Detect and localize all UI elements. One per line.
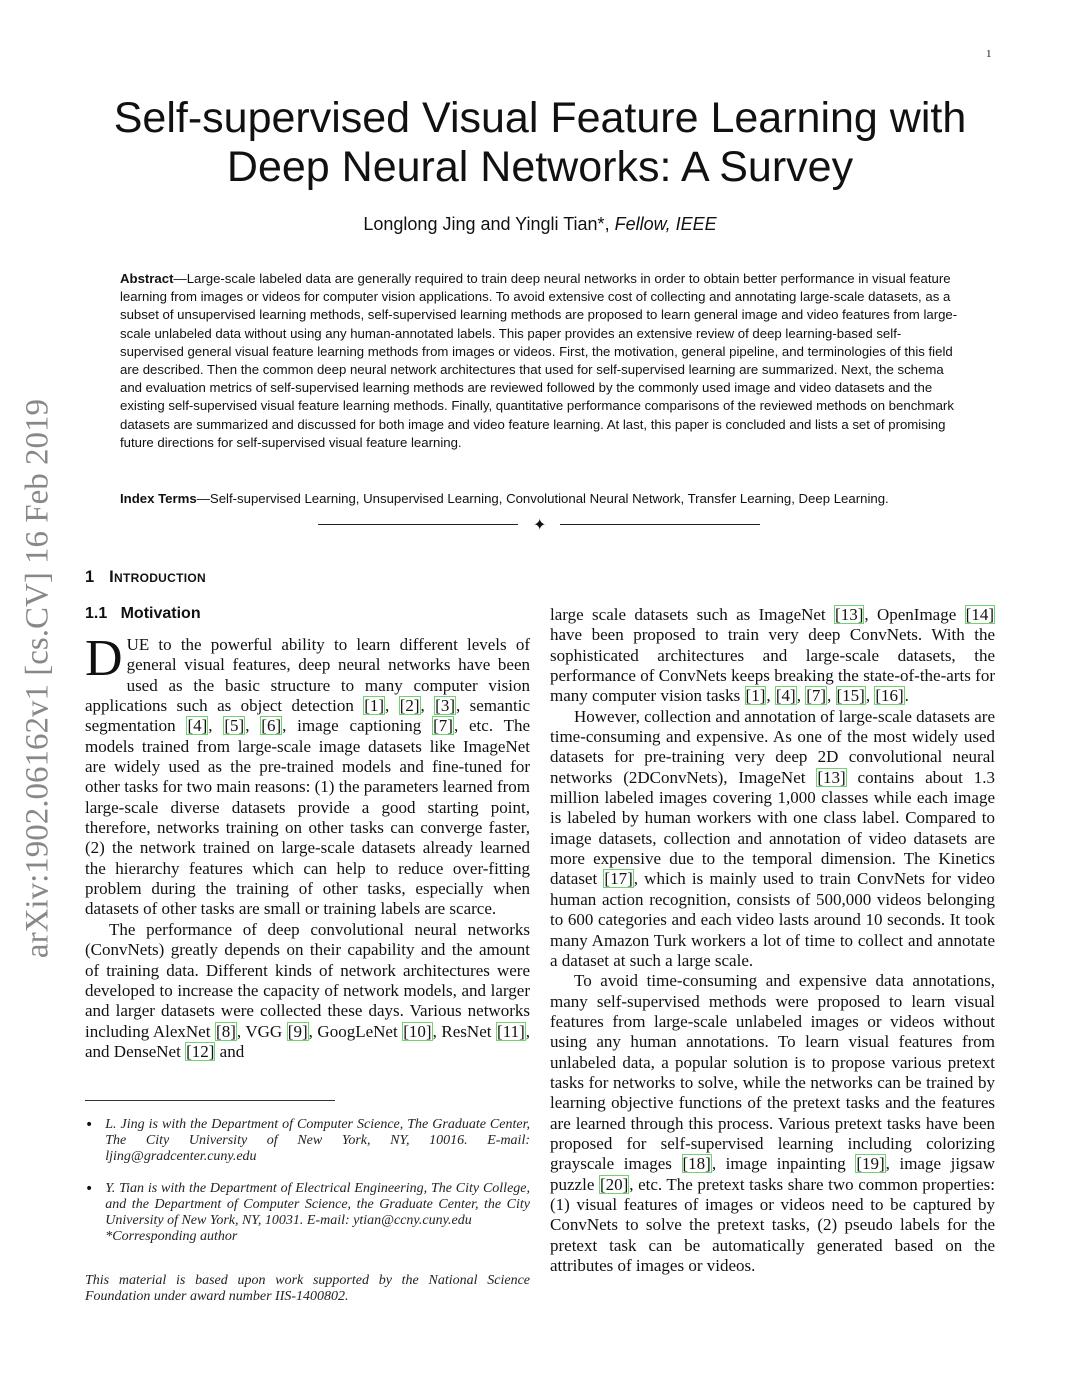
citation-link[interactable]: [11] bbox=[497, 1021, 525, 1041]
citation-link[interactable]: [1] bbox=[364, 696, 385, 716]
citation-link[interactable]: [13] bbox=[835, 605, 864, 624]
paragraph bbox=[85, 630, 531, 920]
paper-title: Self-supervised Visual Feature Learning with Deep Neural Networks: A Survey bbox=[113, 94, 967, 191]
citation-link[interactable]: [16] bbox=[875, 686, 904, 706]
paragraph bbox=[550, 605, 995, 707]
author-names: Longlong Jing and Yingli Tian*, bbox=[363, 214, 615, 234]
diamond-ornament-icon: ✦ bbox=[533, 515, 547, 534]
section-number: 1 bbox=[85, 568, 95, 586]
footnote-text: L. Jing is with the Department of Computer Science, The Graduate Center, The City University of New York, NY, 10016. E-mail: ljing@gradcenter.cuny.edu bbox=[105, 1117, 530, 1164]
paragraph-text: large scale datasets such as ImageNet [13], OpenImage [14] have been proposed to train very deep ConvNets. With the sophisticated architectures and large-scale datasets, the performance of ConvNets keeps breaking the state-of-the-arts for many computer vision tasks [1], [4], [7], [15], [16]. bbox=[550, 605, 995, 706]
citation-link[interactable]: [4] bbox=[187, 716, 208, 736]
abstract-text: —Large-scale labeled data are generally required to train deep neural networks in order to obtain better performance in visual feature learning from images or videos for computer vision applications. To avoid extensive cost of collecting and annotating large-scale datasets, as a subset of unsupervised learning methods, self-supervised learning methods are proposed to learn general image and video features from large-scale unlabeled data without using any human-annotated labels. This paper provides an extensive review of deep learning-based self-supervised general visual feature learning methods from images or videos. First, the motivation, general pipeline, and terminologies of this field are described. Then the common deep neural network architectures that used for self-supervised learning are summarized. Next, the schema and evaluation metrics of self-supervised learning methods are reviewed followed by the commonly used image and video datasets and the existing self-supervised visual feature learning methods. Finally, quantitative performance comparisons of the reviewed methods on benchmark datasets are summarized and discussed for both image and video feature learning. At last, this paper is concluded and lists a set of promising future directions for self-supervised visual feature learning. bbox=[120, 271, 958, 450]
citation-link[interactable]: [9] bbox=[287, 1021, 308, 1041]
section-title: Introduction bbox=[109, 568, 206, 586]
paragraph bbox=[85, 920, 530, 1062]
abstract-label: Abstract bbox=[120, 271, 174, 286]
citation-link[interactable]: [4] bbox=[775, 686, 796, 706]
corresponding-author-note: *Corresponding author bbox=[105, 1229, 238, 1244]
subsection-title: Motivation bbox=[120, 605, 201, 622]
citation-link[interactable]: [14] bbox=[965, 605, 994, 624]
right-column bbox=[550, 605, 995, 1276]
author-suffix: Fellow, IEEE bbox=[614, 214, 717, 234]
citation-link[interactable]: [1] bbox=[745, 686, 766, 706]
paragraph bbox=[550, 707, 995, 971]
footnotes bbox=[85, 1117, 530, 1305]
citation-link[interactable]: [17] bbox=[604, 869, 633, 889]
divider-right bbox=[560, 524, 760, 525]
paragraph-text: However, collection and annotation of large-scale datasets are time-consuming and expensive. As one of the most widely used datasets for pre-training very deep 2D convolutional neural networks (2DConvNets), ImageNet [13] contains about 1.3 million labeled images covering 1,000 classes while each image is labeled by human workers with one class label. Compared to image datasets, collection and annotation of video datasets are more expensive due to the temporal dimension. The Kinetics dataset [17], which is mainly used to train ConvNets for video human action recognition, consists of 500,000 videos belonging to 600 categories and each video lasts around 10 seconds. It took many Amazon Turk workers a lot of time to collect and annotate a dataset at such a large scale. bbox=[550, 706, 995, 970]
citation-link[interactable]: [18] bbox=[682, 1154, 711, 1174]
citation-link[interactable]: [15] bbox=[836, 686, 865, 706]
arxiv-stamp: arXiv:1902.06162v1 [cs.CV] 16 Feb 2019 bbox=[19, 398, 56, 959]
citation-link[interactable]: [7] bbox=[433, 716, 453, 736]
footnote-tian bbox=[85, 1181, 530, 1245]
footnote-jing bbox=[85, 1117, 530, 1165]
bullet-icon: • bbox=[85, 1181, 94, 1197]
subsection-heading bbox=[85, 605, 201, 623]
divider-left bbox=[318, 524, 518, 525]
citation-link[interactable]: [13] bbox=[817, 767, 846, 787]
paragraph-text: The performance of deep convolutional neural networks (ConvNets) greatly depends on their capability and the amount of training data. Different kinds of network architectures were developed to increase the capacity of network models, and larger and larger datasets were collected these days. Various networks including AlexNet [8], VGG [9], GoogLeNet [10], ResNet [11], and DenseNet [12] and bbox=[85, 919, 530, 1061]
citation-link[interactable]: [10] bbox=[403, 1021, 432, 1041]
section-heading bbox=[85, 568, 206, 587]
index-terms-label: Index Terms bbox=[120, 491, 197, 506]
footnote-rule bbox=[85, 1100, 335, 1101]
citation-link[interactable]: [2] bbox=[399, 696, 420, 716]
drop-cap: D bbox=[85, 630, 123, 687]
footnote-text: Y. Tian is with the Department of Electrical Engineering, The City College, and the Department of Computer Science, the Graduate Center, the City University of New York, NY, 10031. E-mail: ytian@ccny.cuny.edu bbox=[105, 1181, 530, 1228]
citation-link[interactable]: [12] bbox=[186, 1041, 215, 1061]
citation-link[interactable]: [8] bbox=[216, 1021, 236, 1041]
bullet-icon: • bbox=[85, 1117, 94, 1133]
left-column bbox=[85, 630, 531, 1062]
page-number: 1 bbox=[986, 48, 992, 60]
citation-link[interactable]: [6] bbox=[261, 716, 282, 736]
citation-link[interactable]: [20] bbox=[599, 1174, 629, 1194]
authors bbox=[0, 214, 1080, 235]
citation-link[interactable]: [7] bbox=[806, 686, 827, 706]
paragraph-text: UE to the powerful ability to learn different levels of general visual features, deep neural networks have been used as the basic structure to many computer vision applications such as object detection [1], [2], [3], semantic segmentation [4], [5], [6], image captioning [7], etc. The models trained from large-scale image datasets like ImageNet are widely used as the pre-trained models and fine-tuned for other tasks for two main reasons: (1) the parameters learned from large-scale diverse datasets provide a good starting point, therefore, networks training on other tasks can converge faster, (2) the network trained on large-scale datasets already learned the hierarchy features which can help to reduce over-fitting problem during the training of other tasks, especially when datasets of other tasks are small or training labels are scarce. bbox=[85, 635, 531, 919]
citation-link[interactable]: [5] bbox=[224, 716, 245, 736]
citation-link[interactable]: [3] bbox=[435, 696, 455, 716]
subsection-number: 1.1 bbox=[85, 605, 108, 622]
abstract bbox=[120, 270, 962, 452]
paragraph-text: To avoid time-consuming and expensive data annotations, many self-supervised methods were proposed to learn visual features from large-scale unlabeled images or videos without using any human annotations. To learn visual features from unlabeled data, a popular solution is to propose various pretext tasks for networks to solve, while the networks can be trained by learning objective functions of the pretext tasks and the features are learned through this process. Various pretext tasks have been proposed for self-supervised learning including colorizing grayscale images [18], image inpainting [19], image jigsaw puzzle [20], etc. The pretext tasks share two common properties: (1) visual features of images or videos need to be captured by ConvNets to solve the pretext tasks, (2) pseudo labels for the pretext task can be automatically generated based on the attributes of images or videos. bbox=[550, 971, 995, 1275]
funding-note: This material is based upon work supported by the National Science Foundation under award number IIS-1400802. bbox=[85, 1273, 530, 1304]
index-terms bbox=[120, 490, 962, 508]
paragraph bbox=[550, 971, 995, 1276]
index-terms-text: —Self-supervised Learning, Unsupervised Learning, Convolutional Neural Network, Transfer Learning, Deep Learning. bbox=[196, 491, 889, 506]
citation-link[interactable]: [19] bbox=[856, 1154, 885, 1174]
